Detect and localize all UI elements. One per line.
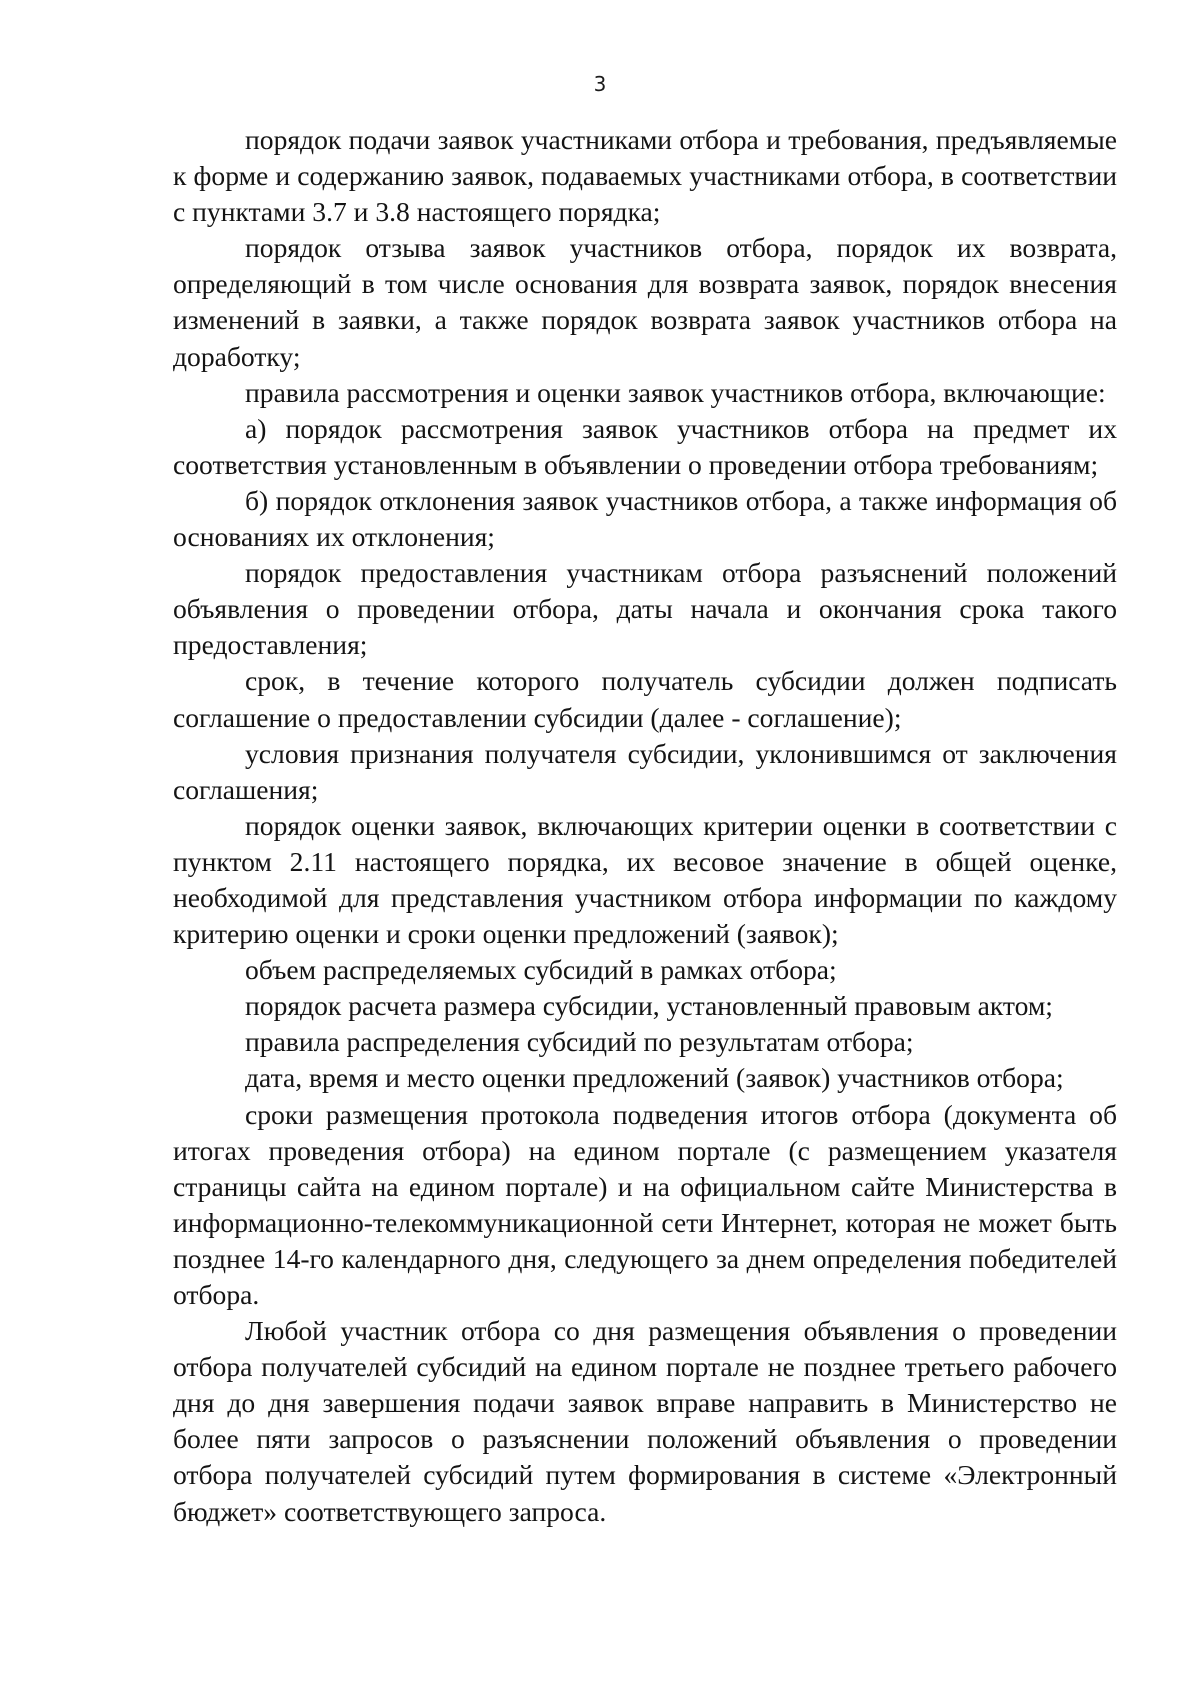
paragraph-withdrawal-procedure: порядок отзыва заявок участников отбора, порядок их возврата, определяющий в том числе основания для возврата заявок, порядок внесения изменений в заявки, а также порядок возврата заявок участников отбора на доработку; [173,232,1117,372]
paragraph-rejection-procedure: б) порядок отклонения заявок участников отбора, а также информация об основаниях их отклонения; [173,484,1117,553]
paragraph-clarification-requests: Любой участник отбора со дня размещения объявления о проведении отбора получателей субсидий на едином портале не позднее третьего рабочего дня до дня завершения подачи заявок вправе направить в Министерство не более пяти запросов о разъяснении положений объявления о проведении отбора получателей субсидий путем формирования в системе «Электронный бюджет» соответствующего запроса. [173,1315,1117,1527]
paragraph-evaluation-date: дата, время и место оценки предложений (заявок) участников отбора; [245,1062,1064,1094]
paragraph-evaluation-procedure: порядок оценки заявок, включающих критерии оценки в соответствии с пунктом 2.11 настоящего порядка, их весовое значение в общей оценке, необходимой для представления участником отбора информации по каждому критерию оценки и сроки оценки предложений (заявок); [173,809,1117,950]
page-number: 3 [593,72,607,96]
paragraph-evasion-conditions: условия признания получателя субсидии, уклонившимся от заключения соглашения; [173,737,1117,805]
paragraph-calculation-procedure: порядок расчета размера субсидии, установленный правовым актом; [245,990,1053,1022]
paragraph-submission-procedure: порядок подачи заявок участниками отбора и требования, предъявляемые к форме и содержанию заявок, подаваемых участниками отбора, в соответствии с пунктами 3.7 и 3.8 настоящего порядка; [173,124,1117,228]
document-body [173,122,1117,1530]
paragraph-review-compliance: а) порядок рассмотрения заявок участников отбора на предмет их соответствия установленным в объявлении о проведении отбора требованиям; [173,412,1117,480]
paragraph-review-rules: правила рассмотрения и оценки заявок участников отбора, включающие: [245,376,1106,408]
paragraph-distribution-rules: правила распределения субсидий по результатам отбора; [245,1026,914,1058]
paragraph-clarifications: порядок предоставления участникам отбора разъяснений положений объявления о проведении отбора, даты начала и окончания срока такого предоставления; [173,557,1117,661]
paragraph-signing-deadline: срок, в течение которого получатель субсидии должен подписать соглашение о предоставлении субсидии (далее - соглашение); [173,665,1117,733]
paragraph-subsidy-volume: объем распределяемых субсидий в рамках отбора; [245,954,837,986]
paragraph-protocol-deadlines: сроки размещения протокола подведения итогов отбора (документа об итогах проведения отбора) на едином портале (с размещением указателя страницы сайта на едином портале) и на официальном сайте Министерства в информационно-телекоммуникационной сети Интернет, которая не может быть позднее 14-го календарного дня, следующего за днем определения победителей отбора. [173,1098,1117,1310]
